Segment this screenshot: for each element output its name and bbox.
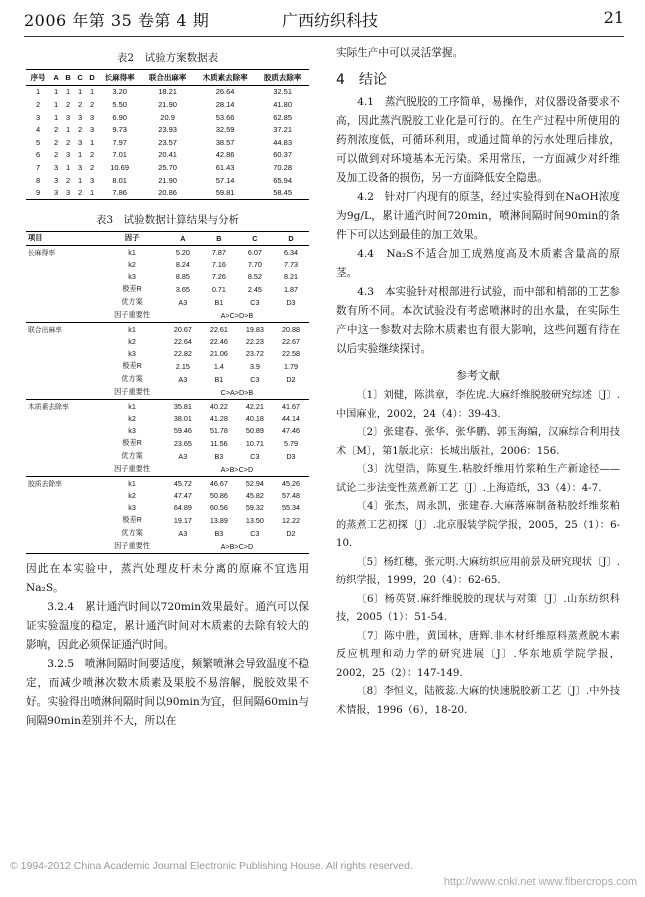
importance-label: 因子重要性: [114, 310, 151, 320]
table-cell: 22.82: [173, 349, 192, 359]
table-cell: 6: [35, 150, 41, 160]
table-cell: 3: [77, 137, 83, 147]
table-row: [26, 476, 309, 490]
table3-item-cell: [26, 271, 99, 283]
table-cell: 50.89: [245, 426, 264, 436]
table-cell: 1: [54, 87, 59, 97]
table-cell: 20.86: [158, 188, 177, 198]
table-cell: 10.69: [110, 162, 129, 172]
table2-header-cell: B: [65, 72, 71, 82]
importance-order: A>C>D>B: [220, 310, 254, 320]
table-row: [26, 98, 309, 111]
table-row: [26, 123, 309, 136]
table3: [26, 231, 309, 554]
table-cell: 57.48: [281, 491, 300, 501]
table-cell: 5: [35, 137, 41, 147]
table3-item-cell: [26, 527, 99, 540]
table2-caption: 表2 试验方案数据表: [116, 52, 219, 64]
table-cell: 3.9: [249, 361, 260, 371]
table-cell: k2: [128, 337, 136, 347]
reference-item: 〔4〕张杰，周永凯，张建春.大麻落麻制备粘胶纤维浆粕的蒸煮工艺初探〔J〕.北京服装学院学报，2005，25（1）：6-10.: [336, 501, 620, 549]
page-header: [24, 6, 624, 37]
table2-header-cell: 序号: [30, 72, 46, 82]
table-cell: 53.66: [215, 112, 235, 122]
table-cell: 20.88: [273, 322, 309, 336]
table-cell: 8.85: [175, 272, 190, 282]
table-cell: 6.34: [283, 247, 298, 257]
table-cell: 7: [35, 162, 41, 172]
table3-item-cell: [26, 514, 99, 527]
table-cell: 3: [77, 112, 83, 122]
table-cell: 3: [77, 162, 83, 172]
table3-item-cell: [26, 450, 99, 463]
table-cell: 23.57: [158, 137, 177, 147]
table-cell: 13.50: [245, 515, 264, 525]
table-cell: 40.22: [201, 399, 237, 413]
table-cell: k3: [128, 503, 136, 513]
table-cell: 5.20: [175, 247, 190, 257]
table-row: [26, 85, 309, 98]
table3-item-cell: [26, 437, 99, 450]
table-cell: 2: [77, 188, 83, 198]
table-row: [26, 450, 309, 463]
table-row: [26, 463, 309, 477]
table-cell: A3: [178, 374, 188, 384]
table-cell: 2: [89, 150, 95, 160]
table-cell: D2: [286, 374, 296, 384]
reference-item: 〔7〕陈中胜，黄国林，唐辉.非木材纤维原料蒸煮脱木素反应机理和动力学的研究进展〔J〕.华东地质学院学报，2002，25（2）：147-149.: [336, 630, 620, 679]
table-cell: 8.21: [283, 272, 298, 282]
table-row: [26, 174, 309, 187]
right-top-line: 实际生产中可以灵活掌握。: [336, 47, 464, 59]
table-cell: 1: [89, 188, 95, 198]
table2-header-row: [26, 70, 309, 86]
table-cell: 61.43: [215, 162, 235, 172]
table-row: [26, 283, 309, 296]
table-cell: 2: [54, 125, 59, 135]
table3-item-cell: [26, 336, 99, 348]
table-cell: 5.79: [283, 438, 298, 448]
page-number: 21: [603, 8, 624, 27]
table-cell: 2: [66, 137, 71, 147]
table3-item-cell: [26, 540, 99, 554]
table3-item-cell: [26, 373, 99, 386]
table-cell: 7.70: [247, 260, 262, 270]
table-row: [26, 437, 309, 450]
table-cell: 38.57: [215, 137, 235, 147]
table-cell: 8.01: [112, 175, 127, 185]
table-cell: 8.52: [247, 272, 262, 282]
table-cell: 1.4: [213, 361, 224, 371]
references-title: 参考文献: [456, 369, 500, 382]
table-cell: 60.37: [273, 150, 292, 160]
table-cell: 45.82: [245, 491, 264, 501]
table-cell: 26.64: [215, 87, 235, 97]
table-cell: 58.45: [273, 188, 292, 198]
table-cell: 3: [66, 112, 71, 122]
reference-item: 〔6〕杨英贤.麻纤维脱胶的现状与对策〔J〕.山东纺织科技，2005（1）：51-54.: [336, 593, 620, 623]
table-cell: 65.94: [273, 175, 292, 185]
table-cell: 21.06: [209, 349, 228, 359]
table3-item-cell: [26, 413, 99, 425]
conclusion-4-3: 4.3 本实验针对根部进行试验，而中部和梢部的工艺参数有所不同。本次试验没有考虑喷淋时的出水量，在实际生产中这一参数对去除木质素也有很大影响，这些问题有待在以后实验继续探讨。: [336, 286, 620, 355]
reference-item: 〔8〕李恒义，陆筱蕊.大麻的快速脱胶新工艺〔J〕.中外技术情报，1996（6），18-20.: [336, 686, 620, 716]
table-cell: 45.72: [165, 476, 201, 490]
table-cell: 47.47: [173, 491, 192, 501]
table-cell: 47.46: [281, 426, 300, 436]
table-cell: 22.67: [281, 337, 300, 347]
table2: [26, 69, 309, 200]
table-cell: 12.22: [281, 515, 300, 525]
table-cell: k3: [128, 272, 136, 282]
table-cell: 70.28: [273, 162, 292, 172]
table-cell: 2: [66, 99, 71, 109]
table-cell: 32.59: [215, 125, 235, 135]
table-cell: 42.21: [237, 399, 273, 413]
importance-order: C>A>D>B: [220, 387, 254, 397]
importance-order: A>B>C>D: [165, 540, 309, 554]
left-column: [26, 44, 309, 731]
table-cell: 40.18: [245, 414, 264, 424]
table-row: [26, 161, 309, 174]
table-cell: 32.51: [273, 87, 292, 97]
table3-header-cell: C: [252, 233, 258, 243]
table-cell: 2: [89, 162, 95, 172]
watermark: http://www.cnki.net www.fibercrops.com: [443, 876, 637, 888]
table-row: [26, 527, 309, 540]
table-cell: 6.07: [247, 247, 262, 257]
table2-header-cell: C: [77, 72, 83, 82]
importance-label: 因子重要性: [114, 464, 151, 474]
table-cell: 2.45: [247, 284, 262, 294]
table2-header-cell: 木质素去除率: [202, 72, 248, 82]
table3-item-cell: [26, 386, 99, 400]
section-heading-conclusion: 4 结论: [336, 72, 387, 88]
table-cell: B1: [214, 297, 224, 307]
journal-title: 广西纺织科技: [282, 11, 379, 30]
table-cell: 55.34: [281, 503, 300, 513]
table-cell: 1: [54, 99, 59, 109]
table-cell: A3: [178, 451, 188, 461]
table-cell: 19.17: [173, 515, 192, 525]
table-cell: 6.90: [112, 112, 127, 122]
table2-header-cell: D: [89, 72, 95, 82]
table2-header-cell: 联合出麻率: [148, 72, 187, 82]
table-row: [26, 399, 309, 413]
table-cell: 20.67: [165, 322, 201, 336]
table-cell: 20.41: [158, 150, 177, 160]
table-cell: 50.86: [209, 491, 228, 501]
table2-body: [26, 85, 309, 199]
table-row: [26, 322, 309, 336]
table3-caption: 表3 试验数据计算结果与分析: [95, 213, 240, 226]
table-cell: 62.85: [273, 112, 292, 122]
reference-item: 〔1〕刘健，陈洪章，李佐虎.大麻纤维脱胶研究综述〔J〕.中国麻业，2002，24（4）：39-43.: [336, 390, 620, 420]
table-cell: C3: [250, 451, 260, 461]
table2-header-cell: A: [53, 72, 59, 82]
table-cell: A3: [178, 297, 188, 307]
table-row: [26, 386, 309, 400]
table-cell: k2: [128, 260, 136, 270]
table-cell: C3: [250, 528, 260, 538]
table-cell: 46.67: [201, 476, 237, 490]
table-cell: k3: [128, 349, 136, 359]
table-cell: 1.87: [283, 284, 298, 294]
table-row: [26, 425, 309, 437]
table-cell: k2: [128, 491, 136, 501]
table-cell: 极差R: [122, 438, 142, 448]
table-cell: 5.50: [112, 99, 127, 109]
table3-header-cell: D: [288, 233, 294, 243]
table-cell: k3: [128, 426, 136, 436]
table-cell: 20.9: [160, 112, 175, 122]
table-row: [26, 245, 309, 259]
table-cell: 7.26: [211, 272, 226, 282]
table-row: [26, 502, 309, 514]
table-cell: 2: [35, 99, 41, 109]
conclusion-4-4: 4.4 Na₂S不适合加工成熟度高及木质素含量高的原茎。: [336, 248, 620, 279]
table-cell: 11.56: [210, 438, 228, 448]
table-cell: C3: [250, 374, 260, 384]
table-cell: 3: [54, 162, 59, 172]
table-cell: 2: [77, 125, 83, 135]
table-cell: 45.26: [273, 476, 309, 490]
table-cell: k1: [99, 322, 164, 336]
table-cell: 1: [89, 87, 95, 97]
table-cell: A3: [178, 528, 188, 538]
table-row: [26, 186, 309, 199]
table-cell: 1: [35, 87, 41, 97]
table-cell: 38.01: [173, 414, 192, 424]
table2-header-cell: 长麻得率: [104, 72, 135, 82]
table-cell: 7.87: [211, 247, 226, 257]
table-cell: 41.28: [209, 414, 228, 424]
table-cell: 3.20: [112, 87, 127, 97]
table3-item-cell: 联合出麻率: [26, 322, 99, 336]
table-cell: 21.90: [158, 99, 177, 109]
table3-item-cell: 长麻得率: [28, 250, 56, 258]
table-cell: 2.15: [175, 361, 190, 371]
table-cell: k2: [128, 414, 136, 424]
table3-header-cell: B: [216, 233, 222, 243]
table3-item-cell: [26, 502, 99, 514]
table-cell: 1: [66, 87, 71, 97]
table-cell: 7.73: [283, 260, 298, 270]
table-cell: 1: [66, 125, 71, 135]
table-cell: 1: [66, 162, 71, 172]
table-cell: D3: [286, 297, 296, 307]
table-cell: 59.32: [245, 503, 264, 513]
references-list: [336, 387, 620, 720]
table-cell: 60.56: [209, 503, 228, 513]
table-cell: 优方案: [121, 528, 143, 538]
table3-item-cell: [26, 348, 99, 360]
table-cell: 极差R: [122, 515, 142, 525]
importance-label: 因子重要性: [99, 540, 164, 554]
table3-item-cell: [26, 463, 99, 477]
table-cell: 21.90: [158, 175, 177, 185]
table-cell: k1: [99, 476, 164, 490]
table-cell: 22.58: [281, 349, 300, 359]
table3-item-cell: [26, 259, 99, 271]
table-cell: 8.24: [175, 260, 190, 270]
table-cell: 10.71: [245, 438, 264, 448]
table-cell: k1: [99, 399, 164, 413]
left-paragraph-1: 因此在本实验中，蒸汽处理皮杆未分离的原麻不宜选用Na₂S。: [26, 562, 309, 594]
table-cell: 22.23: [245, 337, 264, 347]
table-cell: 9: [35, 188, 41, 198]
table-cell: 51.78: [209, 426, 228, 436]
table-cell: 8: [35, 175, 41, 185]
copyright-footer: © 1994-2012 China Academic Journal Electronic Publishing House. All rights reserved.: [10, 860, 413, 872]
table-cell: 52.94: [237, 476, 273, 490]
table-cell: 优方案: [121, 451, 143, 461]
table-cell: 3: [89, 175, 95, 185]
table3-item-cell: 胶质去除率: [26, 476, 99, 490]
table2-header-cell: 胶质去除率: [263, 72, 302, 82]
table-row: [26, 514, 309, 527]
table-cell: 64.89: [173, 503, 192, 513]
table-cell: 37.21: [273, 125, 292, 135]
table-cell: 57.14: [215, 175, 235, 185]
left-paragraph-2: 3.2.4 累计通汽时间以720min效果最好。通汽可以保证实验温度的稳定，累计通汽时间对木质素的去除有较大的影响，因此必须保证通汽时间。: [26, 600, 309, 651]
table-cell: 3: [54, 175, 59, 185]
table-cell: 41.67: [273, 399, 309, 413]
table-cell: 0.71: [211, 284, 226, 294]
table-cell: 4: [35, 125, 41, 135]
table-cell: C3: [250, 297, 260, 307]
table-row: [26, 360, 309, 373]
table-cell: 25.70: [158, 162, 177, 172]
table-cell: B1: [214, 374, 224, 384]
table3-header-row: [26, 231, 309, 245]
table-cell: 极差R: [122, 284, 142, 294]
table3-item-cell: [26, 296, 99, 309]
table3-item-cell: [26, 283, 99, 296]
table-cell: 1: [77, 175, 83, 185]
table-cell: 19.83: [237, 322, 273, 336]
table-cell: 2: [89, 99, 95, 109]
table-cell: 41.80: [273, 99, 292, 109]
importance-label: 因子重要性: [114, 387, 151, 397]
reference-item: 〔3〕沈望浩，陈夏生.粘胶纤维用竹浆粕生产新途径——试论二步法变性蒸煮新工艺〔J〕.上海造纸，33（4）：4-7.: [336, 464, 620, 494]
table-cell: 1.79: [283, 361, 298, 371]
table-cell: B3: [214, 451, 224, 461]
table-row: [26, 111, 309, 124]
table3-header-cell: A: [180, 233, 186, 243]
table-cell: k1: [128, 247, 136, 257]
table-cell: 7.86: [112, 188, 127, 198]
table-cell: 23.93: [158, 125, 177, 135]
table-cell: 1: [77, 87, 83, 97]
table-row: [26, 259, 309, 271]
left-paragraph-3: 3.2.5 喷淋间隔时间要适度，频繁喷淋会导致温度不稳定，而减少喷淋次数木质素及果胶不易溶解，脱胶效果不好。实验得出喷淋间隔时间以90min为宜，但间隔60min与间隔90min差别并不大，所以在: [26, 657, 309, 727]
table-cell: D3: [286, 451, 296, 461]
table3-item-cell: [26, 425, 99, 437]
table-row: [26, 149, 309, 162]
journal-issue: 2006 年第 35 卷第 4 期: [24, 11, 210, 30]
table-cell: 2: [77, 99, 83, 109]
table-cell: 优方案: [121, 297, 143, 307]
table-cell: 22.46: [209, 337, 228, 347]
conclusion-4-2: 4.2 针对厂内现有的原茎，经过实验得到在NaOH浓度为9g/L，累计通汽时间720min，喷淋间隔时间90min的条件下可以达到最佳的加工效果。: [336, 191, 620, 241]
table-cell: 3: [89, 125, 95, 135]
conclusion-4-1: 4.1 蒸汽脱胶的工序简单，易操作，对仪器设备要求不高，因此蒸汽脱胶工业化是可行的。在生产过程中所使用的药剂浓度低，可循环利用，或通过简单的污水处理后排放，可以做到对环境基本无污染。采用常压，一方面减少对纤维及加工设备的损伤，另一方面降低安全隐患。: [336, 96, 620, 184]
table3-header-cell: 因子: [124, 233, 140, 243]
table-cell: 18.21: [158, 87, 177, 97]
table-row: [26, 296, 309, 309]
table-cell: 23.65: [173, 438, 192, 448]
table-cell: 2: [54, 150, 59, 160]
reference-item: 〔5〕杨红穗，张元明.大麻纺织应用前景及研究现状〔J〕.纺织学报，1999，20（4）：62-65.: [336, 556, 620, 586]
table-cell: 极差R: [122, 361, 142, 371]
table-row: [26, 413, 309, 425]
table-cell: 59.46: [173, 426, 192, 436]
table-cell: 3: [54, 188, 59, 198]
importance-order: A>B>C>D: [220, 464, 254, 474]
table-row: [26, 373, 309, 386]
table3-item-cell: [26, 309, 99, 323]
table-cell: 1: [89, 137, 95, 147]
table-cell: 44.14: [281, 414, 300, 424]
reference-item: 〔2〕张建春、张华、张华鹏、郭玉海编，汉麻综合利用技术〔M〕，第1版北京：长城出版社，2006：156.: [336, 427, 620, 457]
table-cell: 35.81: [165, 399, 201, 413]
table-cell: 3: [89, 112, 95, 122]
table-cell: 7.97: [112, 137, 127, 147]
table-cell: D2: [286, 528, 296, 538]
table-row: [26, 336, 309, 348]
table-cell: 2: [66, 175, 71, 185]
table-cell: 22.64: [173, 337, 192, 347]
table-cell: 44.83: [273, 137, 292, 147]
table-cell: 3: [66, 188, 71, 198]
table3-body: [26, 245, 309, 553]
table-cell: 3: [35, 112, 41, 122]
table-cell: 1: [54, 112, 59, 122]
right-column: [336, 44, 620, 720]
table-cell: 22.61: [201, 322, 237, 336]
table3-item-cell: [26, 360, 99, 373]
table-row: [26, 271, 309, 283]
table-cell: 3: [66, 150, 71, 160]
table-cell: 9.73: [112, 125, 127, 135]
table-row: [26, 540, 309, 554]
table-cell: 23.72: [245, 349, 264, 359]
table-row: [26, 309, 309, 323]
table-cell: 59.81: [215, 188, 235, 198]
table3-item-cell: [26, 490, 99, 502]
table-cell: 42.86: [215, 150, 235, 160]
table-cell: 优方案: [121, 374, 143, 384]
table-cell: 3.65: [175, 284, 190, 294]
table-cell: 2: [54, 137, 59, 147]
table-cell: 1: [77, 150, 83, 160]
table-row: [26, 348, 309, 360]
table-cell: 28.14: [215, 99, 235, 109]
table-cell: 13.89: [209, 515, 228, 525]
table3-header-cell: 项目: [28, 233, 43, 243]
table-cell: B3: [214, 528, 224, 538]
table-cell: 7.01: [112, 150, 127, 160]
table-row: [26, 490, 309, 502]
table-row: [26, 136, 309, 149]
table3-item-cell: 木质素去除率: [26, 399, 99, 413]
table-cell: 7.16: [211, 260, 226, 270]
